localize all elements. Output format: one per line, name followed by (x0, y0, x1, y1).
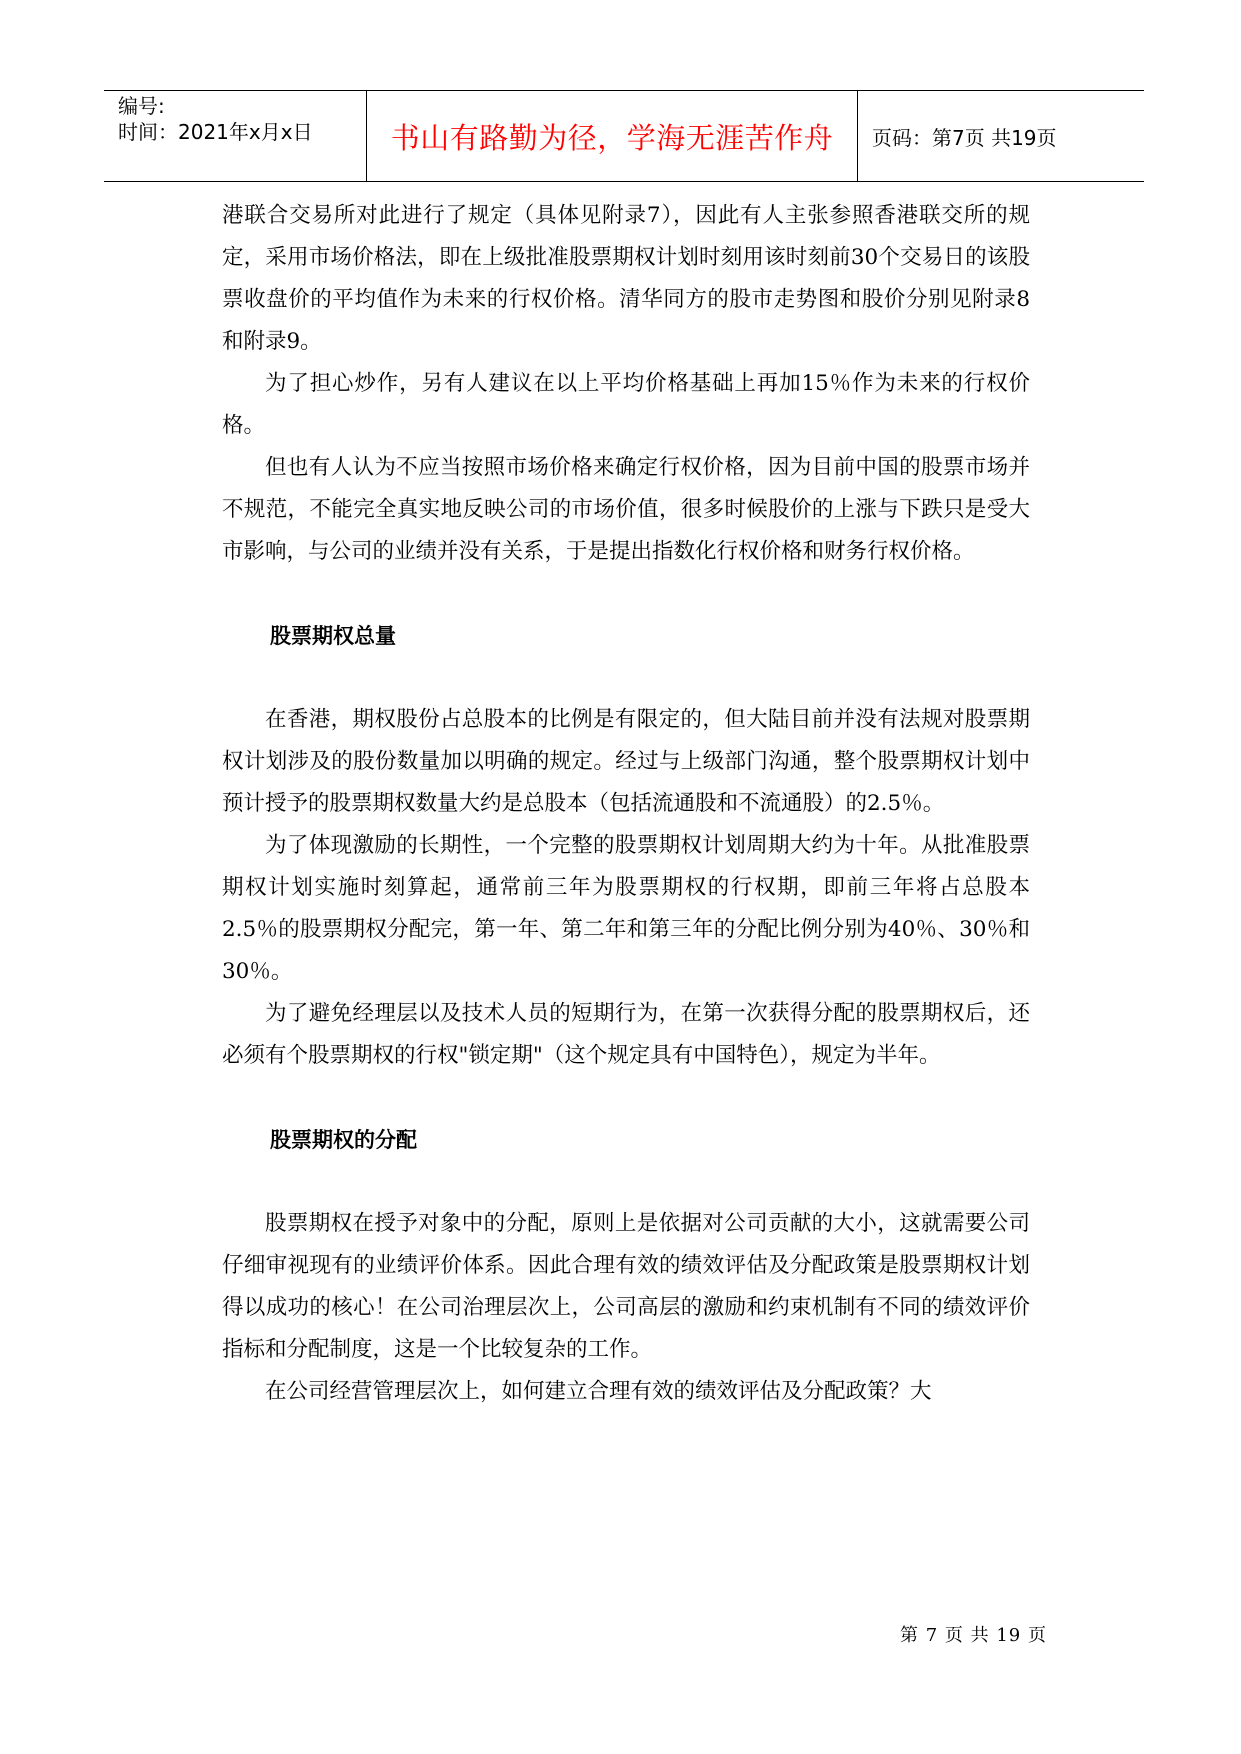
header-page-number: 页码：第7页 共19页 (872, 125, 1057, 150)
document-body (222, 195, 1030, 1413)
document-number-label: 编号: (118, 94, 165, 118)
page-footer: 第 7 页 共 19 页 (900, 1625, 1047, 1646)
document-time-label: 时间：2021年x月x日 (118, 120, 313, 144)
paragraph: 在香港，期权股份占总股本的比例是有限定的，但大陆目前并没有法规对股票期权计划涉及的股份数量加以明确的规定。经过与上级部门沟通，整个股票期权计划中预计授予的股票期权数量大约是总股本（包括流通股和不流通股）的2.5％。 (222, 707, 1030, 816)
paragraph: 为了避免经理层以及技术人员的短期行为，在第一次获得分配的股票期权后，还必须有个股票期权的行权"锁定期"（这个规定具有中国特色），规定为半年。 (222, 1001, 1030, 1068)
header-meta (104, 91, 367, 181)
section-heading: 股票期权总量 (270, 624, 396, 648)
paragraph: 为了担心炒作，另有人建议在以上平均价格基础上再加15％作为未来的行权价格。 (222, 371, 1030, 438)
page-header (104, 90, 1144, 182)
paragraph: 为了体现激励的长期性，一个完整的股票期权计划周期大约为十年。从批准股票期权计划实施时刻算起，通常前三年为股票期权的行权期，即前三年将占总股本2.5％的股票期权分配完，第一年、第二年和第三年的分配比例分别为40％、30％和30％。 (222, 833, 1030, 984)
header-motto: 书山有路勤为径，学海无涯苦作舟 (367, 91, 858, 181)
paragraph: 港联合交易所对此进行了规定（具体见附录7），因此有人主张参照香港联交所的规定，采用市场价格法，即在上级批准股票期权计划时刻用该时刻前30个交易日的该股票收盘价的平均值作为未来的行权价格。清华同方的股市走势图和股价分别见附录8和附录9。 (222, 203, 1030, 354)
paragraph: 但也有人认为不应当按照市场价格来确定行权价格，因为目前中国的股票市场并不规范，不能完全真实地反映公司的市场价值，很多时候股价的上涨与下跌只是受大市影响，与公司的业绩并没有关系，于是提出指数化行权价格和财务行权价格。 (222, 455, 1030, 564)
paragraph: 在公司经营管理层次上，如何建立合理有效的绩效评估及分配政策？大 (265, 1379, 932, 1404)
paragraph: 股票期权在授予对象中的分配，原则上是依据对公司贡献的大小，这就需要公司仔细审视现有的业绩评价体系。因此合理有效的绩效评估及分配政策是股票期权计划得以成功的核心！在公司治理层次上，公司高层的激励和约束机制有不同的绩效评价指标和分配制度，这是一个比较复杂的工作。 (222, 1211, 1030, 1362)
section-heading: 股票期权的分配 (270, 1128, 417, 1152)
